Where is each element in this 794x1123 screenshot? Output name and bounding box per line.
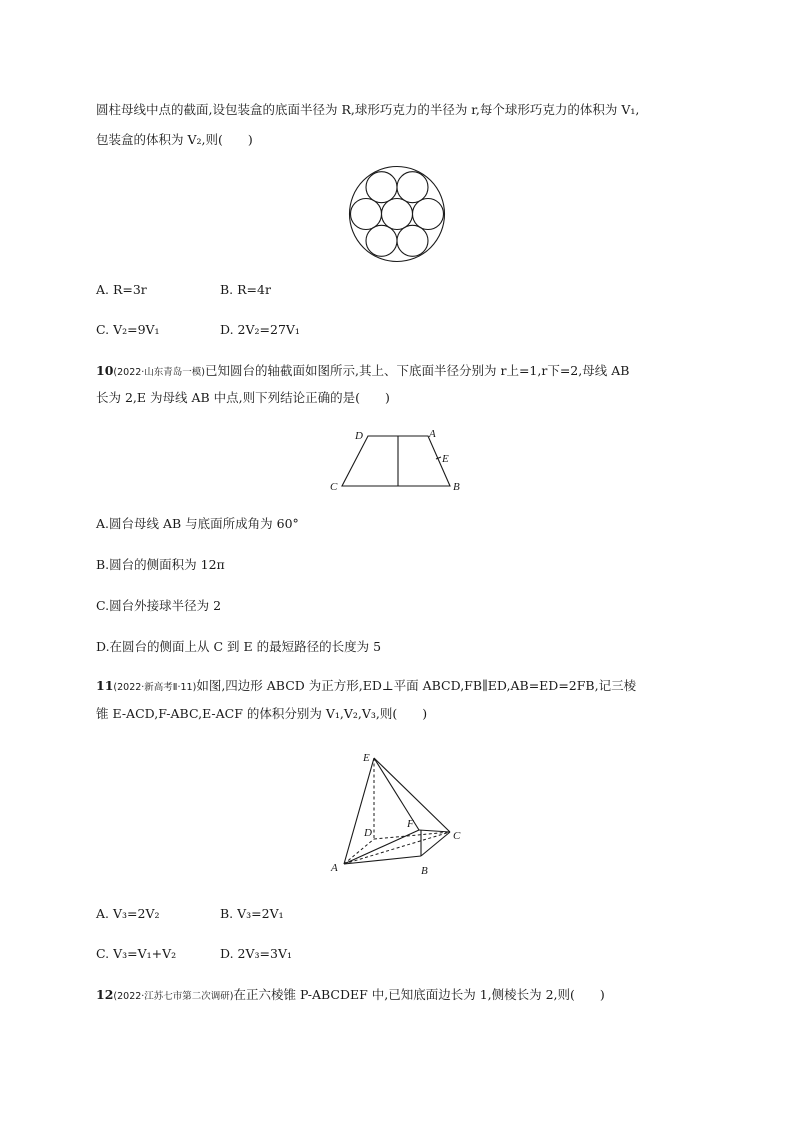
q9-stem-line1: 圆柱母线中点的截面,设包装盒的底面半径为 R,球形巧克力的半径为 r,每个球形巧克力的体积为 V₁,	[96, 102, 640, 117]
q10-stem-text: 已知圆台的轴截面如图所示,其上、下底面半径分别为 r上=1,r下=2,母线 AB	[205, 363, 630, 378]
q11-label-d: D	[364, 827, 372, 839]
q9-option-a: A. R=3r	[96, 282, 147, 297]
q11-figure-pyramid	[330, 748, 470, 883]
q10-number: 10	[96, 363, 114, 378]
q9-figure-circles	[348, 164, 448, 264]
q10-option-d: D.在圆台的侧面上从 C 到 E 的最短路径的长度为 5	[96, 639, 382, 654]
q10-stem-line2: 长为 2,E 为母线 AB 中点,则下列结论正确的是( )	[96, 390, 390, 405]
q10-label-b: B	[453, 481, 460, 493]
q11-option-c: C. V₃=V₁+V₂	[96, 946, 177, 961]
q10-option-b: B.圆台的侧面积为 12π	[96, 557, 225, 572]
q11-stem-line2: 锥 E-ACD,F-ABC,E-ACF 的体积分别为 V₁,V₂,V₃,则( )	[96, 706, 428, 721]
q10-label-a: A	[429, 428, 436, 440]
q11-label-a: A	[331, 862, 338, 874]
q10-figure-trapezoid	[326, 426, 476, 496]
q10-stem-line1	[96, 363, 629, 381]
q12-number: 12	[96, 987, 114, 1002]
q12-stem-text: 在正六棱锥 P-ABCDEF 中,已知底面边长为 1,侧棱长为 2,则( )	[233, 987, 605, 1002]
q11-option-b: B. V₃=2V₁	[220, 906, 284, 921]
q9-option-c: C. V₂=9V₁	[96, 322, 160, 337]
q10-option-c: C.圆台外接球半径为 2	[96, 598, 222, 613]
q12-stem-line1	[96, 987, 605, 1005]
q9-option-d: D. 2V₂=27V₁	[220, 322, 300, 337]
q11-label-e: E	[363, 752, 370, 764]
q10-source: (2022·山东青岛一模)	[113, 367, 206, 378]
q10-label-d: D	[355, 430, 363, 442]
q11-number: 11	[96, 678, 114, 693]
q11-source: (2022·新高考Ⅱ·11)	[113, 682, 197, 693]
q11-label-b: B	[421, 865, 428, 877]
q11-option-d: D. 2V₃=3V₁	[220, 946, 292, 961]
q11-stem-line1	[96, 678, 636, 696]
q11-stem-text: 如图,四边形 ABCD 为正方形,ED⊥平面 ABCD,FB∥ED,AB=ED=2FB,记三棱	[196, 678, 637, 693]
q10-label-c: C	[330, 481, 338, 493]
q10-label-e: E	[442, 453, 449, 465]
q12-source: (2022·江苏七市第二次调研)	[113, 991, 234, 1002]
q9-stem-line2: 包装盒的体积为 V₂,则( )	[96, 132, 253, 147]
q9-option-b: B. R=4r	[220, 282, 271, 297]
q11-option-a: A. V₃=2V₂	[96, 906, 160, 921]
q10-option-a: A.圆台母线 AB 与底面所成角为 60°	[96, 516, 299, 531]
q11-label-f: F	[407, 818, 414, 830]
q11-label-c: C	[453, 830, 461, 842]
